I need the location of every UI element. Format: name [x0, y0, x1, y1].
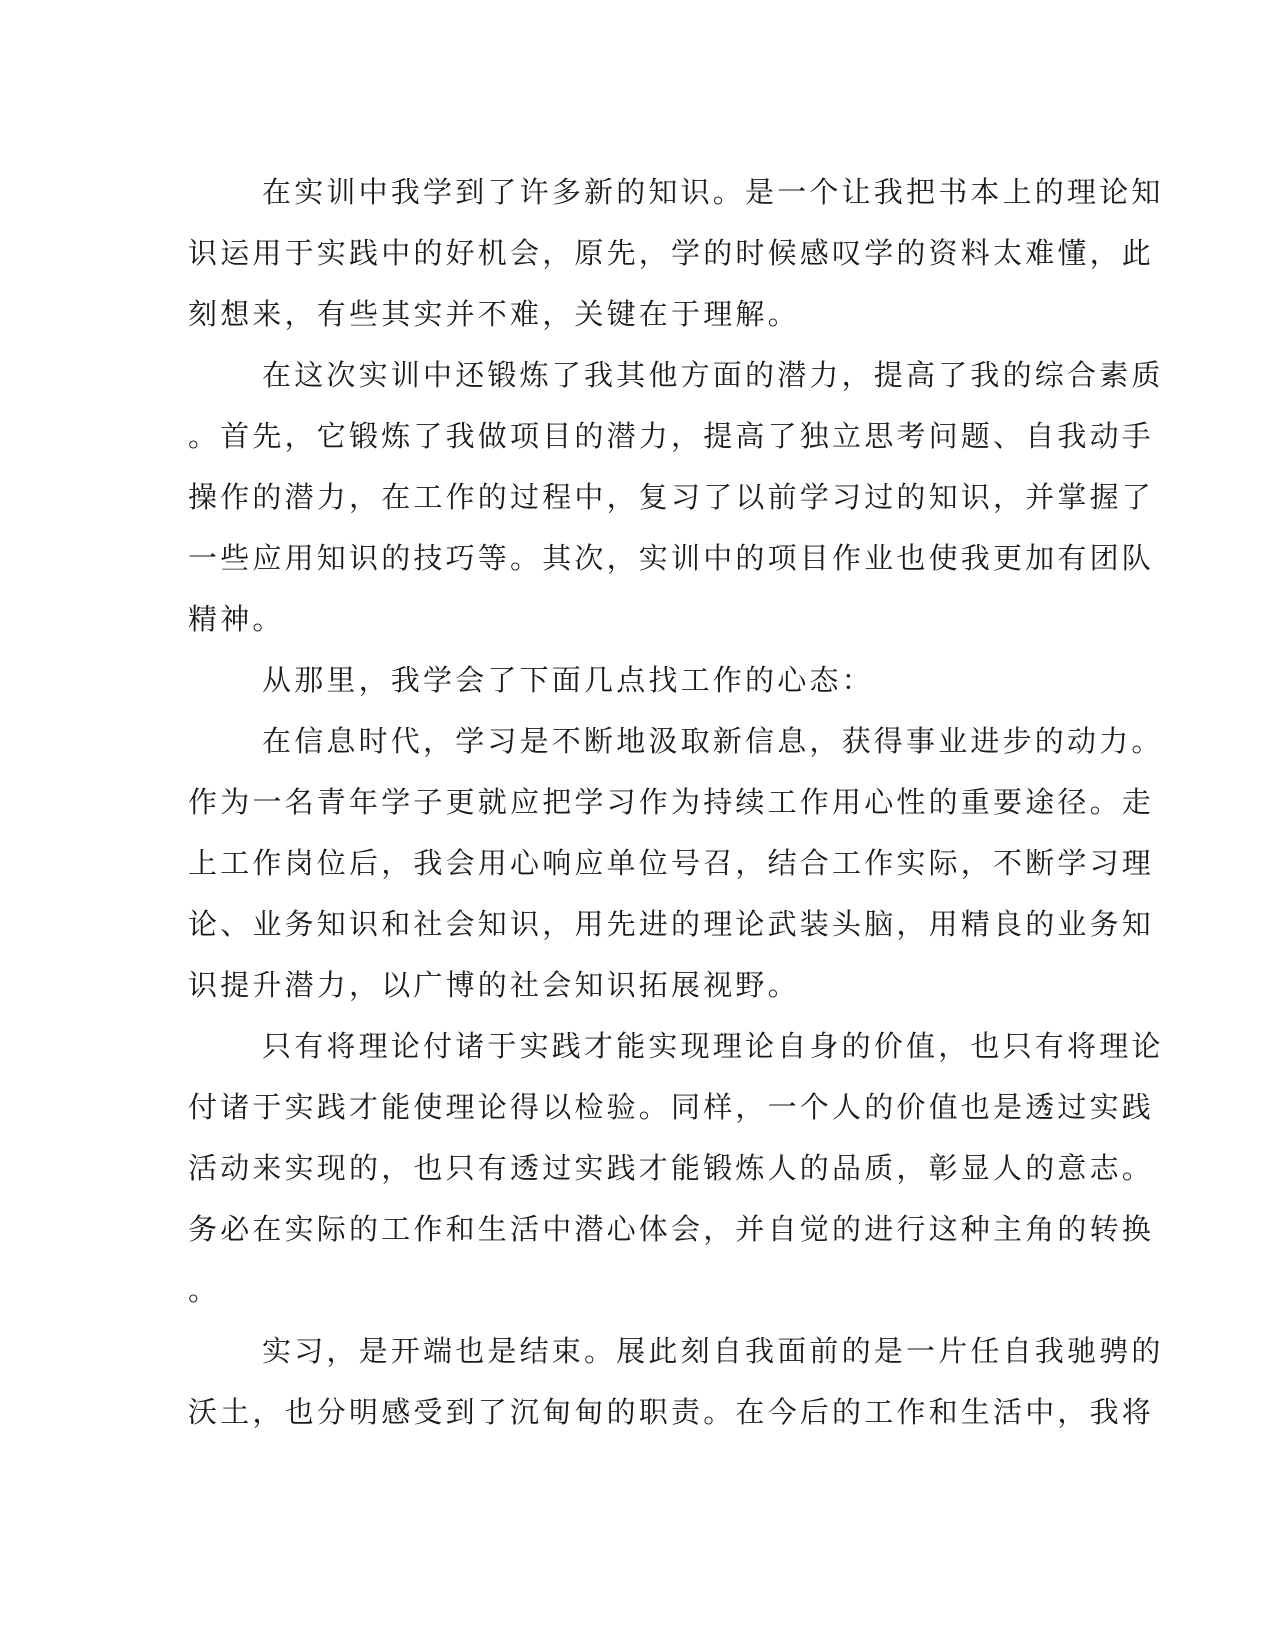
paragraph-2 [188, 345, 1164, 650]
paragraph-line: 作为一名青年学子更就应把学习作为持续工作用心性的重要途径。走 [188, 785, 1155, 819]
paragraph-line: 在信息时代，学习是不断地汲取新信息，获得事业进步的动力。 [262, 724, 1164, 758]
paragraph-line: 在这次实训中还锻炼了我其他方面的潜力，提高了我的综合素质 [262, 358, 1164, 392]
paragraph-line: 沃土，也分明感受到了沉甸甸的职责。在今后的工作和生活中，我将 [188, 1395, 1155, 1429]
paragraph-line: 刻想来，有些其实并不难，关键在于理解。 [188, 297, 800, 331]
paragraph-line: 在实训中我学到了许多新的知识。是一个让我把书本上的理论知 [262, 175, 1164, 209]
paragraph-line: 。 [188, 1273, 221, 1307]
paragraph-line: 识运用于实践中的好机会，原先，学的时候感叹学的资料太难懂，此 [188, 236, 1155, 270]
paragraph-6 [188, 1321, 1164, 1443]
paragraph-line: 论、业务知识和社会知识，用先进的理论武装头脑，用精良的业务知 [188, 907, 1155, 941]
paragraph-line: 付诸于实践才能使理论得以检验。同样，一个人的价值也是透过实践 [188, 1090, 1155, 1124]
paragraph-line: 精神。 [188, 602, 285, 636]
paragraph-line: 务必在实际的工作和生活中潜心体会，并自觉的进行这种主角的转换 [188, 1212, 1155, 1246]
paragraph-line: 。首先，它锻炼了我做项目的潜力，提高了独立思考问题、自我动手 [188, 419, 1155, 453]
paragraph-3 [188, 650, 1078, 711]
paragraph-line: 操作的潜力，在工作的过程中，复习了以前学习过的知识，并掌握了 [188, 480, 1155, 514]
paragraph-1 [188, 162, 1164, 345]
paragraph-5 [188, 1016, 1164, 1321]
paragraph-line: 上工作岗位后，我会用心响应单位号召，结合工作实际，不断学习理 [188, 846, 1155, 880]
document-body [188, 162, 1164, 1443]
paragraph-line: 活动来实现的，也只有透过实践才能锻炼人的品质，彰显人的意志。 [188, 1151, 1155, 1185]
paragraph-line: 只有将理论付诸于实践才能实现理论自身的价值，也只有将理论 [262, 1029, 1164, 1063]
paragraph-line: 识提升潜力，以广博的社会知识拓展视野。 [188, 968, 800, 1002]
paragraph-line: 一些应用知识的技巧等。其次，实训中的项目作业也使我更加有团队 [188, 541, 1155, 575]
paragraph-line: 从那里，我学会了下面几点找工作的心态： [262, 663, 874, 697]
paragraph-4 [188, 711, 1164, 1016]
paragraph-line: 实习，是开端也是结束。展此刻自我面前的是一片任自我驰骋的 [262, 1334, 1164, 1368]
